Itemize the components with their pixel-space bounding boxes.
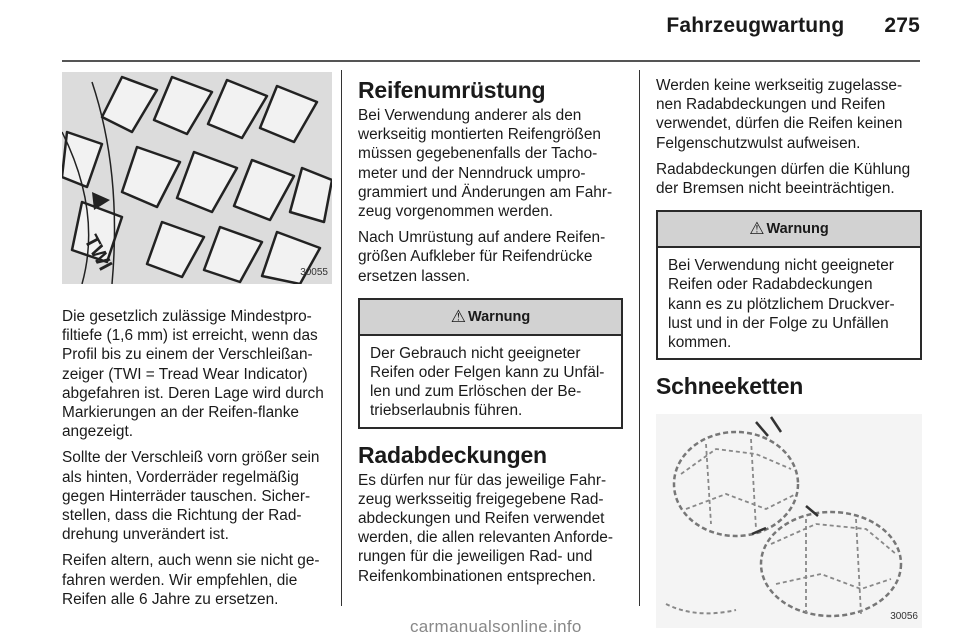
- tire-tread-figure: [62, 72, 332, 284]
- paragraph: Werden keine werkseitig zugelasse-nen Radabdeckungen und Reifen verwendet, dürfen die Reifen keinen Felgenschutzwulst aufweisen.: [656, 77, 903, 152]
- warning-box: [358, 298, 623, 429]
- header-rule: [62, 60, 920, 62]
- paragraph: Radabdeckungen dürfen die Kühlung der Bremsen nicht beeinträchtigen.: [656, 160, 911, 198]
- twi-label: TWI: [79, 231, 117, 275]
- snow-chain-illustration: [656, 414, 922, 628]
- warning-header: [658, 212, 920, 248]
- warning-title: Warnung: [467, 308, 531, 325]
- warning-text: Bei Verwendung nicht geeigneter Reifen oder Radabdeckungen kann es zu plötzlichem Druckver-lust und in der Folge zu Unfällen kommen.: [668, 257, 895, 352]
- heading-schneeketten: Schneeketten: [656, 373, 804, 400]
- paragraph: Es dürfen nur für das jeweilige Fahr-zeug werksseitig freigegebene Rad-abdeckungen und Reifen verwendet werden, die allen relevanten Anforde-rungen für die jeweiligen Rad- und Reifenkombinationen entsprechen.: [358, 471, 613, 585]
- column-2: [358, 76, 623, 593]
- column-3: [656, 76, 922, 628]
- paragraph: Sollte der Verschleiß vorn größer sein als hinten, Vorderräder regelmäßig gegen Hinterräder tauschen. Sicher-stellen, dass die Richtung der Rad-drehung unverändert ist.: [62, 449, 320, 544]
- paragraph: Nach Umrüstung auf andere Reifen-größen Aufkleber für Reifendrücke ersetzen lassen.: [358, 229, 606, 285]
- warning-icon: ⚠: [450, 306, 466, 326]
- tire-tread-illustration: [62, 72, 332, 284]
- snow-chain-figure: [656, 414, 922, 628]
- page-header: [666, 14, 920, 38]
- paragraph: Die gesetzlich zulässige Mindestpro-filtiefe (1,6 mm) ist erreicht, wenn das Profil bis zu einem der Verschleißan-zeiger (TWI = Tread Wear Indicator) abgefahren ist. Deren Lage wird durch Markierungen an der Reifen-flanke angezeigt.: [62, 308, 324, 441]
- paragraph: Bei Verwendung anderer als den werkseitig montierten Reifengrößen müssen gegebenenfalls der Tacho-meter und der Nenndruck umpro-grammiert und Änderungen am Fahr-zeug vorgenommen werden.: [358, 107, 613, 221]
- paragraph: Reifen altern, auch wenn sie nicht ge-fahren werden. Wir empfehlen, die Reifen alle 6 Jahre zu ersetzen.: [62, 552, 320, 608]
- column-divider-2: [639, 70, 640, 606]
- warning-text: Der Gebrauch nicht geeigneter Reifen oder Felgen kann zu Unfäl-len und zum Erlöschen der Be-triebserlaubnis führen.: [370, 344, 605, 420]
- watermark: carmanualsonline.info: [410, 617, 582, 636]
- figure-number: 30055: [300, 266, 328, 278]
- heading-reifenumruestung: Reifenumrüstung: [358, 77, 546, 103]
- heading-radabdeckungen: Radabdeckungen: [358, 441, 547, 468]
- section-title: Fahrzeugwartung: [666, 14, 845, 37]
- column-1: [62, 76, 332, 616]
- column-divider-1: [341, 70, 342, 606]
- warning-header: [360, 300, 621, 336]
- warning-title: Warnung: [766, 221, 829, 238]
- warning-box: [656, 210, 922, 360]
- figure-number: 30056: [890, 611, 918, 623]
- page-number: 275: [884, 14, 920, 37]
- warning-icon: ⚠: [749, 219, 765, 239]
